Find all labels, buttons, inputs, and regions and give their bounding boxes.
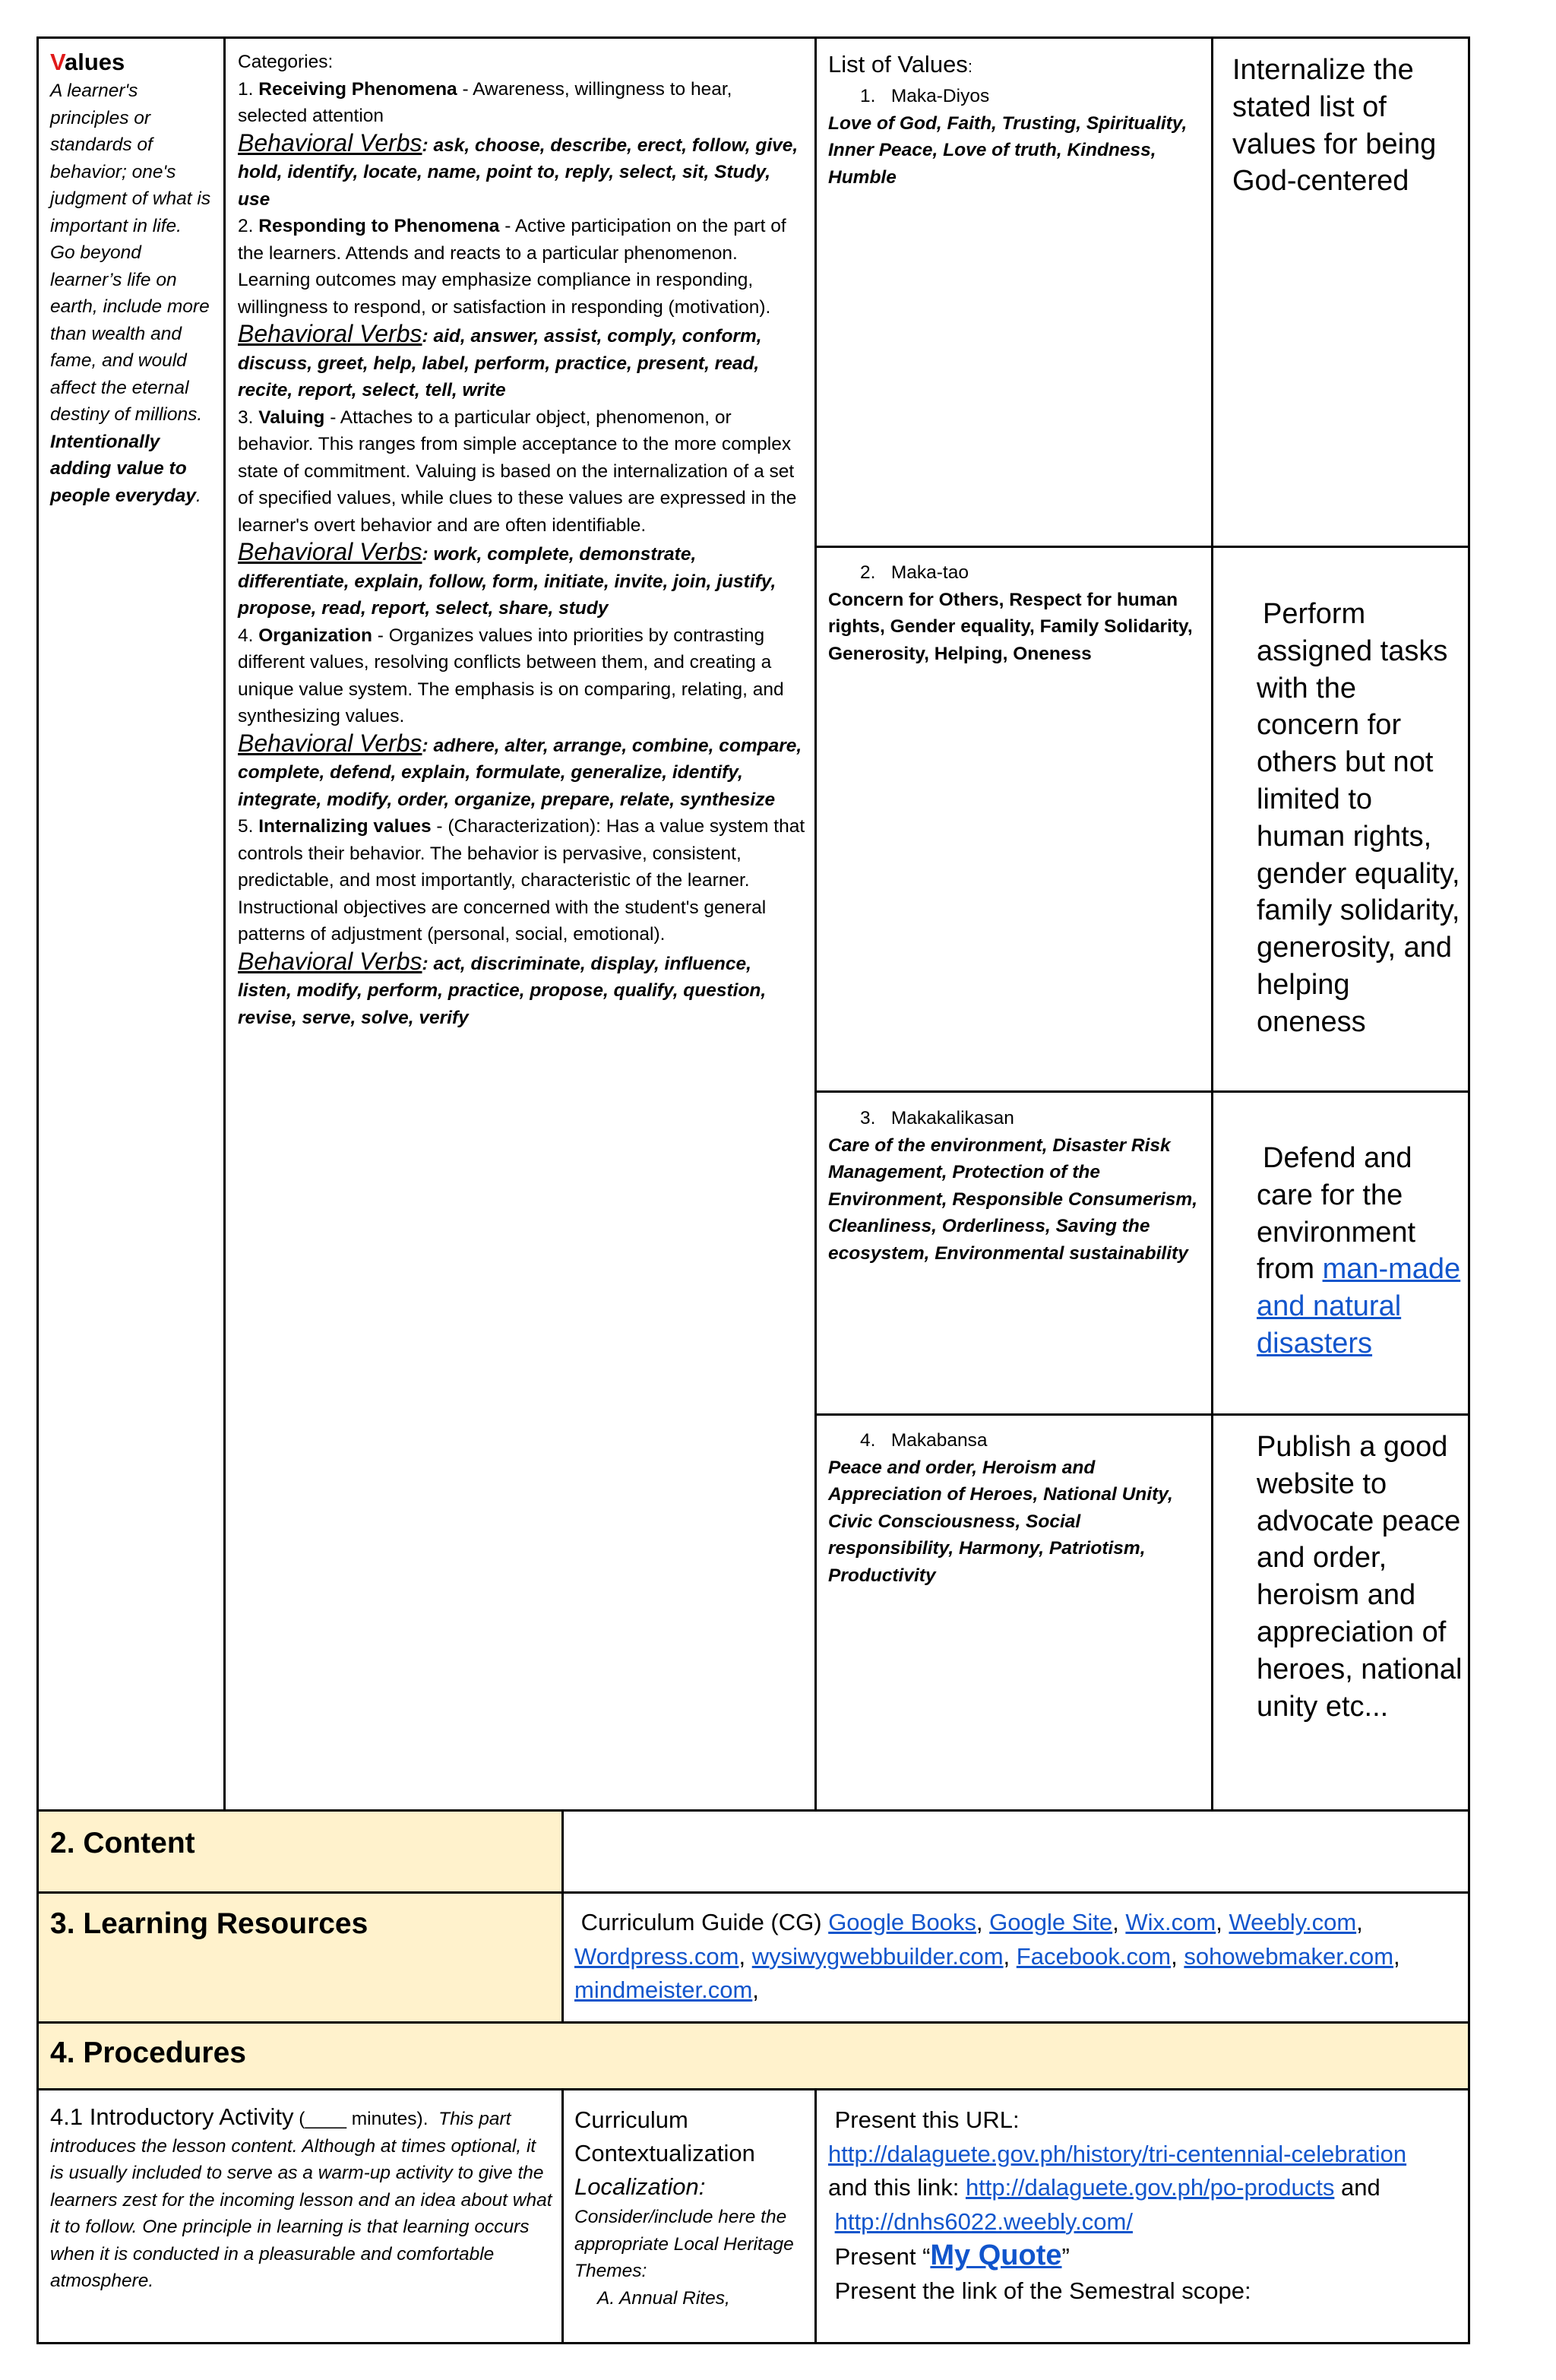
value-item-values: Peace and order, Heroism and Appreciation of Heroes, National Unity, Civic Consciousness, Social responsibility, Harmony, Patriotism, Productivity: [828, 1457, 1173, 1586]
category-item: [238, 404, 806, 540]
behavioral-verbs-list: : aid, answer, assist, comply, conform, discuss, greet, help, label, perform, practice, present, read, recite, report, select, tell, write: [238, 326, 762, 400]
my-quote-link[interactable]: My Quote: [930, 2239, 1062, 2271]
resource-separator: ,: [1356, 1909, 1363, 1935]
behavioral-verbs-label: Behavioral Verbs: [238, 128, 422, 157]
behavioral-verbs: [238, 321, 806, 404]
category-item: [238, 213, 806, 321]
value-list-cell-2: [828, 559, 1204, 667]
resource-link[interactable]: Wordpress.com: [574, 1942, 739, 1970]
resource-separator: ,: [1171, 1942, 1184, 1970]
values-cell: [50, 47, 216, 509]
present-url-line: [828, 2138, 1466, 2172]
category-desc: - Organizes values into priorities by contrasting different values, resolving conflicts between them, and creating a unique value system. The emphasis is on comparing, relating, and synthesizing values.: [238, 625, 784, 726]
behavioral-verbs-list: : work, complete, demonstrate, differentiate, explain, follow, form, initiate, invite, join, justify, propose, read, report, select, share, study: [238, 544, 776, 619]
values-title: [50, 47, 216, 78]
intro-activity-cell: [50, 2103, 553, 2295]
divider: [814, 1090, 1470, 1093]
category-name: Organization: [258, 625, 372, 646]
category-desc: - Attaches to a particular object, phenomenon, or behavior. This ranges from simple acceptance to the more complex state of commitment. Valuing is based on the internalization of a set of specified values, while clues to these values are expressed in the learner's overt behavior and are often identifiable.: [238, 407, 797, 536]
resource-link[interactable]: Facebook.com: [1016, 1942, 1172, 1970]
objective-1: Internalize the stated list of values for being God-centered: [1232, 54, 1437, 198]
objective-3: [1257, 1140, 1463, 1362]
category-desc: - (Characterization): Has a value system that controls their behavior. The behavior is pervasive, consistent, predictable, and most importantly, characteristic of the learner. Instructional objectives are concerned with the student's general patterns of adjustment (personal, social, emotional).: [238, 816, 805, 945]
value-item-num: 3.: [860, 1108, 876, 1128]
value-item-values: Care of the environment, Disaster Risk Management, Protection of the Environment, Responsible Consumerism, Cleanliness, Orderliness, Saving the ecosystem, Environmental sustainability: [828, 1135, 1198, 1264]
intro-activity-title: 4.1 Introductory Activity: [50, 2103, 294, 2130]
value-list-heading: [828, 49, 1204, 83]
weebly-line: [828, 2205, 1466, 2239]
behavioral-verbs-list: : ask, choose, describe, erect, follow, give, hold, identify, locate, name, point to, reply, select, sit, Study, use: [238, 135, 799, 210]
po-products-link[interactable]: http://dalaguete.gov.ph/po-products: [965, 2174, 1335, 2201]
value-item-name: Makabansa: [890, 1430, 988, 1451]
divider: [561, 2088, 564, 2344]
present-pre: Present “: [834, 2243, 931, 2270]
category-name: Receiving Phenomena: [258, 78, 457, 100]
divider: [814, 2088, 817, 2344]
resources-text: [574, 1906, 1463, 2008]
category-num: 2.: [238, 216, 254, 236]
values-description: A learner's principles or standards of behavior; one's judgment of what is important in life.: [50, 81, 211, 236]
and-text: and: [1334, 2174, 1380, 2201]
resource-link[interactable]: sohowebmaker.com: [1184, 1942, 1394, 1970]
value-item-header: [828, 1427, 1204, 1454]
categories-heading: Categories:: [238, 52, 334, 72]
resource-link[interactable]: mindmeister.com: [574, 1976, 753, 2003]
category-name: Valuing: [258, 407, 325, 428]
resource-link[interactable]: Google Site: [989, 1909, 1113, 1935]
divider: [36, 2088, 1470, 2090]
context-item: A. Annual Rites,: [597, 2287, 730, 2309]
category-num: 5.: [238, 816, 254, 837]
category-item: [238, 622, 806, 730]
resource-separator: ,: [738, 1942, 752, 1970]
values-period: .: [196, 485, 201, 506]
category-item: [238, 813, 806, 948]
present-post: ”: [1061, 2243, 1070, 2270]
value-item: [828, 83, 1204, 191]
behavioral-verbs-list: : adhere, alter, arrange, combine, compare, complete, defend, explain, formulate, generalize, identify, integrate, modify, order, organize, prepare, relate, synthesize: [238, 735, 802, 810]
context-localization: Localization:: [574, 2173, 706, 2200]
values-description-3: [50, 429, 216, 510]
value-item-header: [828, 1105, 1204, 1132]
category-num: 4.: [238, 625, 254, 646]
divider: [36, 2021, 1470, 2024]
resource-link[interactable]: Weebly.com: [1229, 1909, 1357, 1935]
value-item-num: 4.: [860, 1430, 876, 1451]
divider: [814, 1413, 1470, 1416]
objective-3-text: Defend and care for the environment from: [1257, 1142, 1416, 1286]
context-consider: Consider/include here the appropriate Local Heritage Themes:: [574, 2207, 794, 2281]
resource-separator: ,: [1393, 1942, 1400, 1970]
procedures-row: [39, 2024, 1468, 2088]
behavioral-verbs-list: : act, discriminate, display, influence, listen, modify, perform, practice, propose, qualify, question, revise, serve, solve, verify: [238, 953, 767, 1028]
content-label: 2. Content: [50, 1827, 195, 1859]
resource-separator: ,: [976, 1909, 990, 1935]
resource-link[interactable]: Google Books: [828, 1909, 976, 1935]
category-desc: - Awareness, willingness to hear, selected attention: [238, 78, 732, 126]
resource-link[interactable]: Wix.com: [1125, 1909, 1216, 1935]
present-quote-line: [828, 2239, 1466, 2274]
and-this-link-text: and this link:: [828, 2174, 966, 2201]
objective-2: Perform assigned tasks with the concern for others but not limited to human rights, gender equality, family solidarity, generosity, and helping oneness: [1257, 598, 1460, 1038]
values-title-initial: V: [50, 49, 65, 75]
divider: [1211, 36, 1213, 1812]
divider: [561, 1809, 564, 2024]
category-desc: - Active participation on the part of the learners. Attends and reacts to a particular phenomenon. Learning outcomes may emphasize compliance in responding, willingness to respond, or satisfaction in responding (motivation).: [238, 216, 786, 318]
value-item-name: Maka-Diyos: [890, 86, 990, 106]
divider: [814, 36, 817, 1812]
categories-cell: [238, 49, 806, 1031]
category-num: 1.: [238, 78, 254, 100]
resource-separator: ,: [752, 1976, 759, 2003]
resource-separator: ,: [1216, 1909, 1229, 1935]
divider: [36, 1891, 1470, 1894]
values-emphasis: Intentionally adding value to people everyday: [50, 431, 197, 506]
value-item-name: Makakalikasan: [890, 1108, 1014, 1128]
tricentennial-link[interactable]: http://dalaguete.gov.ph/history/tri-centennial-celebration: [828, 2140, 1407, 2167]
context-title: Curriculum Contextualization: [574, 2106, 755, 2166]
behavioral-verbs: [238, 730, 806, 814]
behavioral-verbs: [238, 948, 806, 1032]
value-item-values: Love of God, Faith, Trusting, Spirituality, Inner Peace, Love of truth, Kindness, Humble: [828, 112, 1188, 188]
resource-separator: ,: [1112, 1909, 1126, 1935]
category-name: Responding to Phenomena: [258, 216, 500, 236]
value-list-heading-text: List of Values: [828, 51, 968, 78]
value-item-header: [828, 559, 1204, 587]
divider: [223, 36, 226, 1812]
behavioral-verbs: [238, 539, 806, 622]
resources-label: 3. Learning Resources: [50, 1907, 368, 1940]
semestral-line: Present the link of the Semestral scope:: [834, 2277, 1251, 2304]
category-num: 3.: [238, 407, 254, 428]
present-url-label: Present this URL:: [834, 2106, 1020, 2133]
divider: [814, 546, 1470, 548]
behavioral-verbs-label: Behavioral Verbs: [238, 538, 422, 565]
contextualization-cell: [574, 2103, 807, 2312]
present-link-line: [828, 2171, 1466, 2205]
values-title-rest: alues: [64, 49, 125, 75]
value-item-num: 1.: [860, 86, 876, 106]
resource-separator: ,: [1003, 1942, 1017, 1970]
value-item-name: Maka-tao: [890, 562, 969, 583]
behavioral-verbs-label: Behavioral Verbs: [238, 320, 422, 347]
procedures-label: 4. Procedures: [50, 2037, 246, 2069]
present-cell: [828, 2103, 1466, 2308]
value-list-heading-colon: :: [967, 57, 972, 76]
behavioral-verbs-label: Behavioral Verbs: [238, 947, 422, 975]
weebly-link[interactable]: http://dnhs6022.weebly.com/: [834, 2208, 1133, 2235]
values-description-2: Go beyond learner’s life on earth, include more than wealth and fame, and would affect the eternal destiny of millions.: [50, 242, 210, 425]
category-item: [238, 76, 806, 130]
value-list-cell-4: [828, 1427, 1204, 1589]
value-list-cell-1: [828, 49, 1204, 191]
category-name: Internalizing values: [258, 816, 432, 837]
objective-4: Publish a good website to advocate peace and order, heroism and appreciation of heroes, national unity etc...: [1257, 1431, 1463, 1723]
intro-activity-desc: This part introduces the lesson content. Although at times optional, it is usually included to serve as a warm-up activity to give the learners zest for the incoming lesson and an idea about what it to follow. One principle in learning is that learning occurs when it is conducted in a pleasurable and comfortable atmosphere.: [50, 2109, 552, 2291]
value-list-cell-3: [828, 1105, 1204, 1267]
value-item-num: 2.: [860, 562, 876, 583]
resources-prefix: Curriculum Guide (CG): [580, 1909, 829, 1935]
value-item-values: Concern for Others, Respect for human rights, Gender equality, Family Solidarity, Generosity, Helping, Oneness: [828, 589, 1193, 664]
disasters-link[interactable]: man-made and natural disasters: [1257, 1253, 1461, 1359]
intro-activity-minutes: (____ minutes).: [293, 2109, 429, 2129]
behavioral-verbs: [238, 130, 806, 214]
value-item-header: [828, 83, 1204, 110]
resource-link[interactable]: wysiwygwebbuilder.com: [751, 1942, 1004, 1970]
behavioral-verbs-label: Behavioral Verbs: [238, 729, 422, 757]
